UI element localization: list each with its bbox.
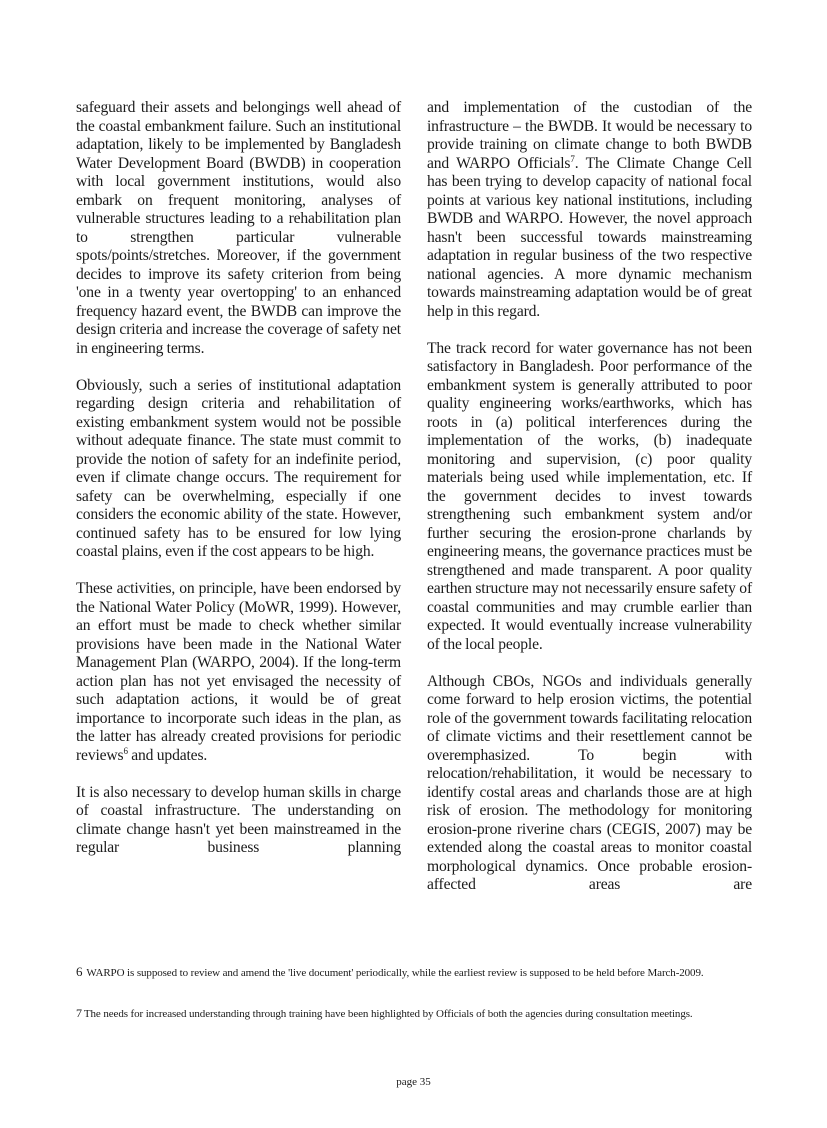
paragraph: The track record for water governance has not been satisfactory in Bangladesh. Poor performance of the embankment system is generally attributed to poor quality engineering works/earthworks, which has roots in (a) political interferences during the implementation of the works, (b) inadequate monitoring and supervision, (c) poor quality materials being used while implementation, etc. If the government decides to invest towards strengthening such embankment system and/or further securing the erosion-prone charlands by engineering means, the governance practices must be strengthened and made transparent. A poor quality earthen structure may not necessarily ensure safety of coastal communities and may crumble earlier than expected. It would eventually increase vulnerability of the local people. (427, 339, 752, 653)
paragraph: safeguard their assets and belongings well ahead of the coastal embankment failure. Such an institutional adaptation, likely to be implemented by Bangladesh Water Development Board (BWDB) in cooperation with local government institutions, would also embark on frequent monitoring, analyses of vulnerable structures leading to a rehabilitation plan to strengthen particular vulnerable spots/points/stretches. Moreover, if the government decides to improve its safety criterion from being 'one in a twenty year overtopping' to an enhanced frequency hazard event, the BWDB can improve the design criteria and increase the coverage of safety net in engineering terms. (76, 99, 401, 357)
footnote-number: 6 (76, 964, 83, 979)
footnote-6 (76, 964, 754, 981)
right-column (427, 99, 752, 913)
footnote-text: The needs for increased understanding through training have been highlighted by Officials of both the agencies during consultation meetings. (83, 1008, 693, 1020)
paragraph-text: and updates. (127, 746, 208, 764)
paragraph: It is also necessary to develop human skills in charge of coastal infrastructure. The understanding on climate change hasn't yet been mainstreamed in the regular business planning (76, 783, 401, 856)
footnotes (76, 964, 754, 1047)
paragraph (76, 580, 401, 765)
body-columns (76, 99, 752, 913)
footnote-reference[interactable]: 7 (570, 153, 575, 164)
paragraph-text: . The Climate Change Cell has been trying to develop capacity of national focal points at various key national institutions, including BWDB and WARPO. However, the novel approach hasn't been successful towards mainstreaming adaptation in regular business of the two respective national agencies. A more dynamic mechanism towards mainstreaming adaptation would be of great help in this regard. (427, 154, 752, 320)
paragraph: Obviously, such a series of institutional adaptation regarding design criteria and rehabilitation of existing embankment system would not be possible without adequate finance. The state must commit to provide the notion of safety for an indefinite period, even if climate change occurs. The requirement for safety can be overwhelming, especially if one considers the economic ability of the state. However, continued safety has to be ensured for low lying coastal plains, even if the cost appears to be high. (76, 376, 401, 560)
left-column (76, 99, 401, 913)
paragraph-text: and implementation of the custodian of the infrastructure – the BWDB. It would be necessary to provide training on climate change to both BWDB and WARPO Officials (427, 99, 752, 172)
footnote-text: WARPO is supposed to review and amend the 'live document' periodically, while the earliest review is supposed to be held before March-2009. (86, 967, 704, 979)
footnote-7 (76, 1006, 754, 1022)
footnote-reference[interactable]: 6 (123, 745, 128, 756)
page-number: page 35 (396, 1076, 431, 1088)
paragraph (427, 99, 752, 321)
paragraph: Although CBOs, NGOs and individuals generally come forward to help erosion victims, the potential role of the government towards facilitating relocation of climate victims and their resettlement cannot be overemphasized. To begin with relocation/rehabilitation, it would be necessary to identify costal areas and charlands those are at high risk of erosion. The methodology for monitoring erosion-prone riverine chars (CEGIS, 2007) may be extended along the coastal areas to monitor coastal morphological dynamics. Once probable erosion-affected areas are (427, 672, 752, 893)
footnote-number: 7 (76, 1006, 82, 1020)
paragraph-text: These activities, on principle, have been endorsed by the National Water Policy (MoWR, 1999). However, an effort must be made to check whether similar provisions have been made in the National Water Management Plan (WARPO, 2004). If the long-term action plan has not yet envisaged the necessity of such adaptation actions, it would be of great importance to incorporate such ideas in the plan, as the latter has already created provisions for periodic reviews (76, 580, 401, 764)
